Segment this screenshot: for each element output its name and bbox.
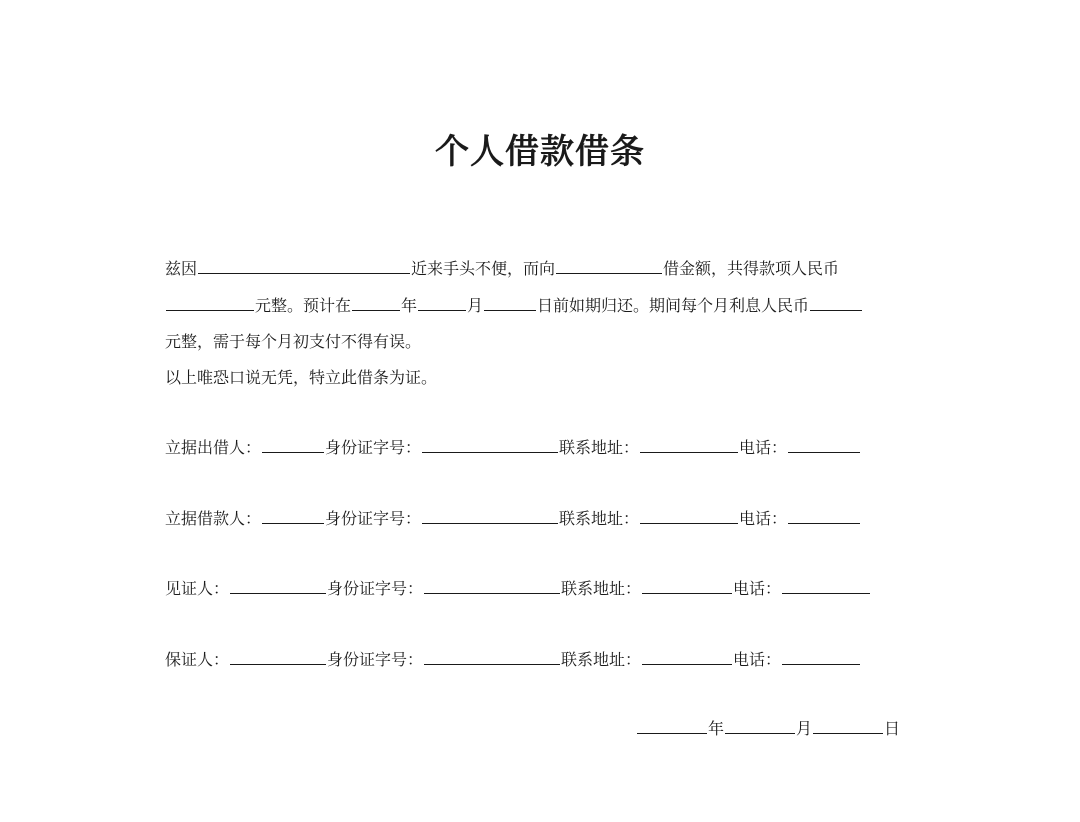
date-year-label: 年 bbox=[708, 719, 725, 738]
id-label: 身份证字号： bbox=[327, 579, 424, 598]
witness-signature-blank[interactable] bbox=[230, 577, 326, 594]
borrower-id-blank[interactable] bbox=[422, 507, 558, 524]
party-role-label: 见证人： bbox=[165, 579, 230, 598]
witness-phone-blank[interactable] bbox=[782, 577, 870, 594]
party-role-label: 立据借款人： bbox=[165, 509, 262, 528]
borrower-phone-blank[interactable] bbox=[788, 507, 860, 524]
date-month-label: 月 bbox=[796, 719, 813, 738]
lender-address-blank[interactable] bbox=[640, 436, 738, 453]
guarantor-signature-blank[interactable] bbox=[230, 648, 326, 665]
lender-phone-blank[interactable] bbox=[788, 436, 860, 453]
phone-label: 电话： bbox=[733, 650, 782, 669]
address-label: 联系地址： bbox=[561, 650, 642, 669]
repay-month-blank[interactable] bbox=[418, 294, 466, 311]
date-line bbox=[636, 717, 900, 741]
id-label: 身份证字号： bbox=[325, 438, 422, 457]
phone-label: 电话： bbox=[739, 509, 788, 528]
party-row-guarantor bbox=[165, 648, 861, 672]
amount-blank[interactable] bbox=[166, 294, 254, 311]
body-text: 兹因 bbox=[165, 259, 198, 278]
borrower-name-blank[interactable] bbox=[198, 257, 410, 274]
guarantor-id-blank[interactable] bbox=[424, 648, 560, 665]
party-role-label: 立据出借人： bbox=[165, 438, 262, 457]
body-text: 年 bbox=[401, 296, 418, 315]
interest-blank[interactable] bbox=[810, 294, 862, 311]
phone-label: 电话： bbox=[733, 579, 782, 598]
body-text: 元整，需于每个月初支付不得有误。 bbox=[165, 332, 422, 351]
id-label: 身份证字号： bbox=[325, 509, 422, 528]
party-row-lender bbox=[165, 436, 861, 460]
phone-label: 电话： bbox=[739, 438, 788, 457]
guarantor-address-blank[interactable] bbox=[642, 648, 732, 665]
body-text: 以上唯恐口说无凭，特立此借条为证。 bbox=[165, 368, 438, 387]
body-text: 近来手头不便，而向 bbox=[411, 259, 556, 278]
body-line-1 bbox=[165, 257, 839, 281]
id-label: 身份证字号： bbox=[327, 650, 424, 669]
borrower-signature-blank[interactable] bbox=[262, 507, 324, 524]
date-month-blank[interactable] bbox=[725, 717, 795, 734]
guarantor-phone-blank[interactable] bbox=[782, 648, 860, 665]
page-title: 个人借款借条 bbox=[435, 132, 645, 172]
party-row-borrower bbox=[165, 507, 861, 531]
lender-id-blank[interactable] bbox=[422, 436, 558, 453]
body-text: 元整。预计在 bbox=[255, 296, 352, 315]
body-text: 月 bbox=[467, 296, 484, 315]
party-row-witness bbox=[165, 577, 871, 601]
date-day-label: 日 bbox=[884, 719, 901, 738]
lender-name-blank[interactable] bbox=[556, 257, 662, 274]
body-line-3 bbox=[165, 330, 421, 354]
witness-address-blank[interactable] bbox=[642, 577, 732, 594]
address-label: 联系地址： bbox=[561, 579, 642, 598]
address-label: 联系地址： bbox=[559, 438, 640, 457]
borrower-address-blank[interactable] bbox=[640, 507, 738, 524]
body-line-4 bbox=[165, 366, 437, 390]
lender-signature-blank[interactable] bbox=[262, 436, 324, 453]
body-line-2 bbox=[165, 294, 863, 318]
date-year-blank[interactable] bbox=[637, 717, 707, 734]
address-label: 联系地址： bbox=[559, 509, 640, 528]
body-text: 借金额，共得款项人民币 bbox=[663, 259, 840, 278]
body-text: 日前如期归还。期间每个月利息人民币 bbox=[537, 296, 810, 315]
party-role-label: 保证人： bbox=[165, 650, 230, 669]
date-day-blank[interactable] bbox=[813, 717, 883, 734]
witness-id-blank[interactable] bbox=[424, 577, 560, 594]
repay-day-blank[interactable] bbox=[484, 294, 536, 311]
repay-year-blank[interactable] bbox=[352, 294, 400, 311]
